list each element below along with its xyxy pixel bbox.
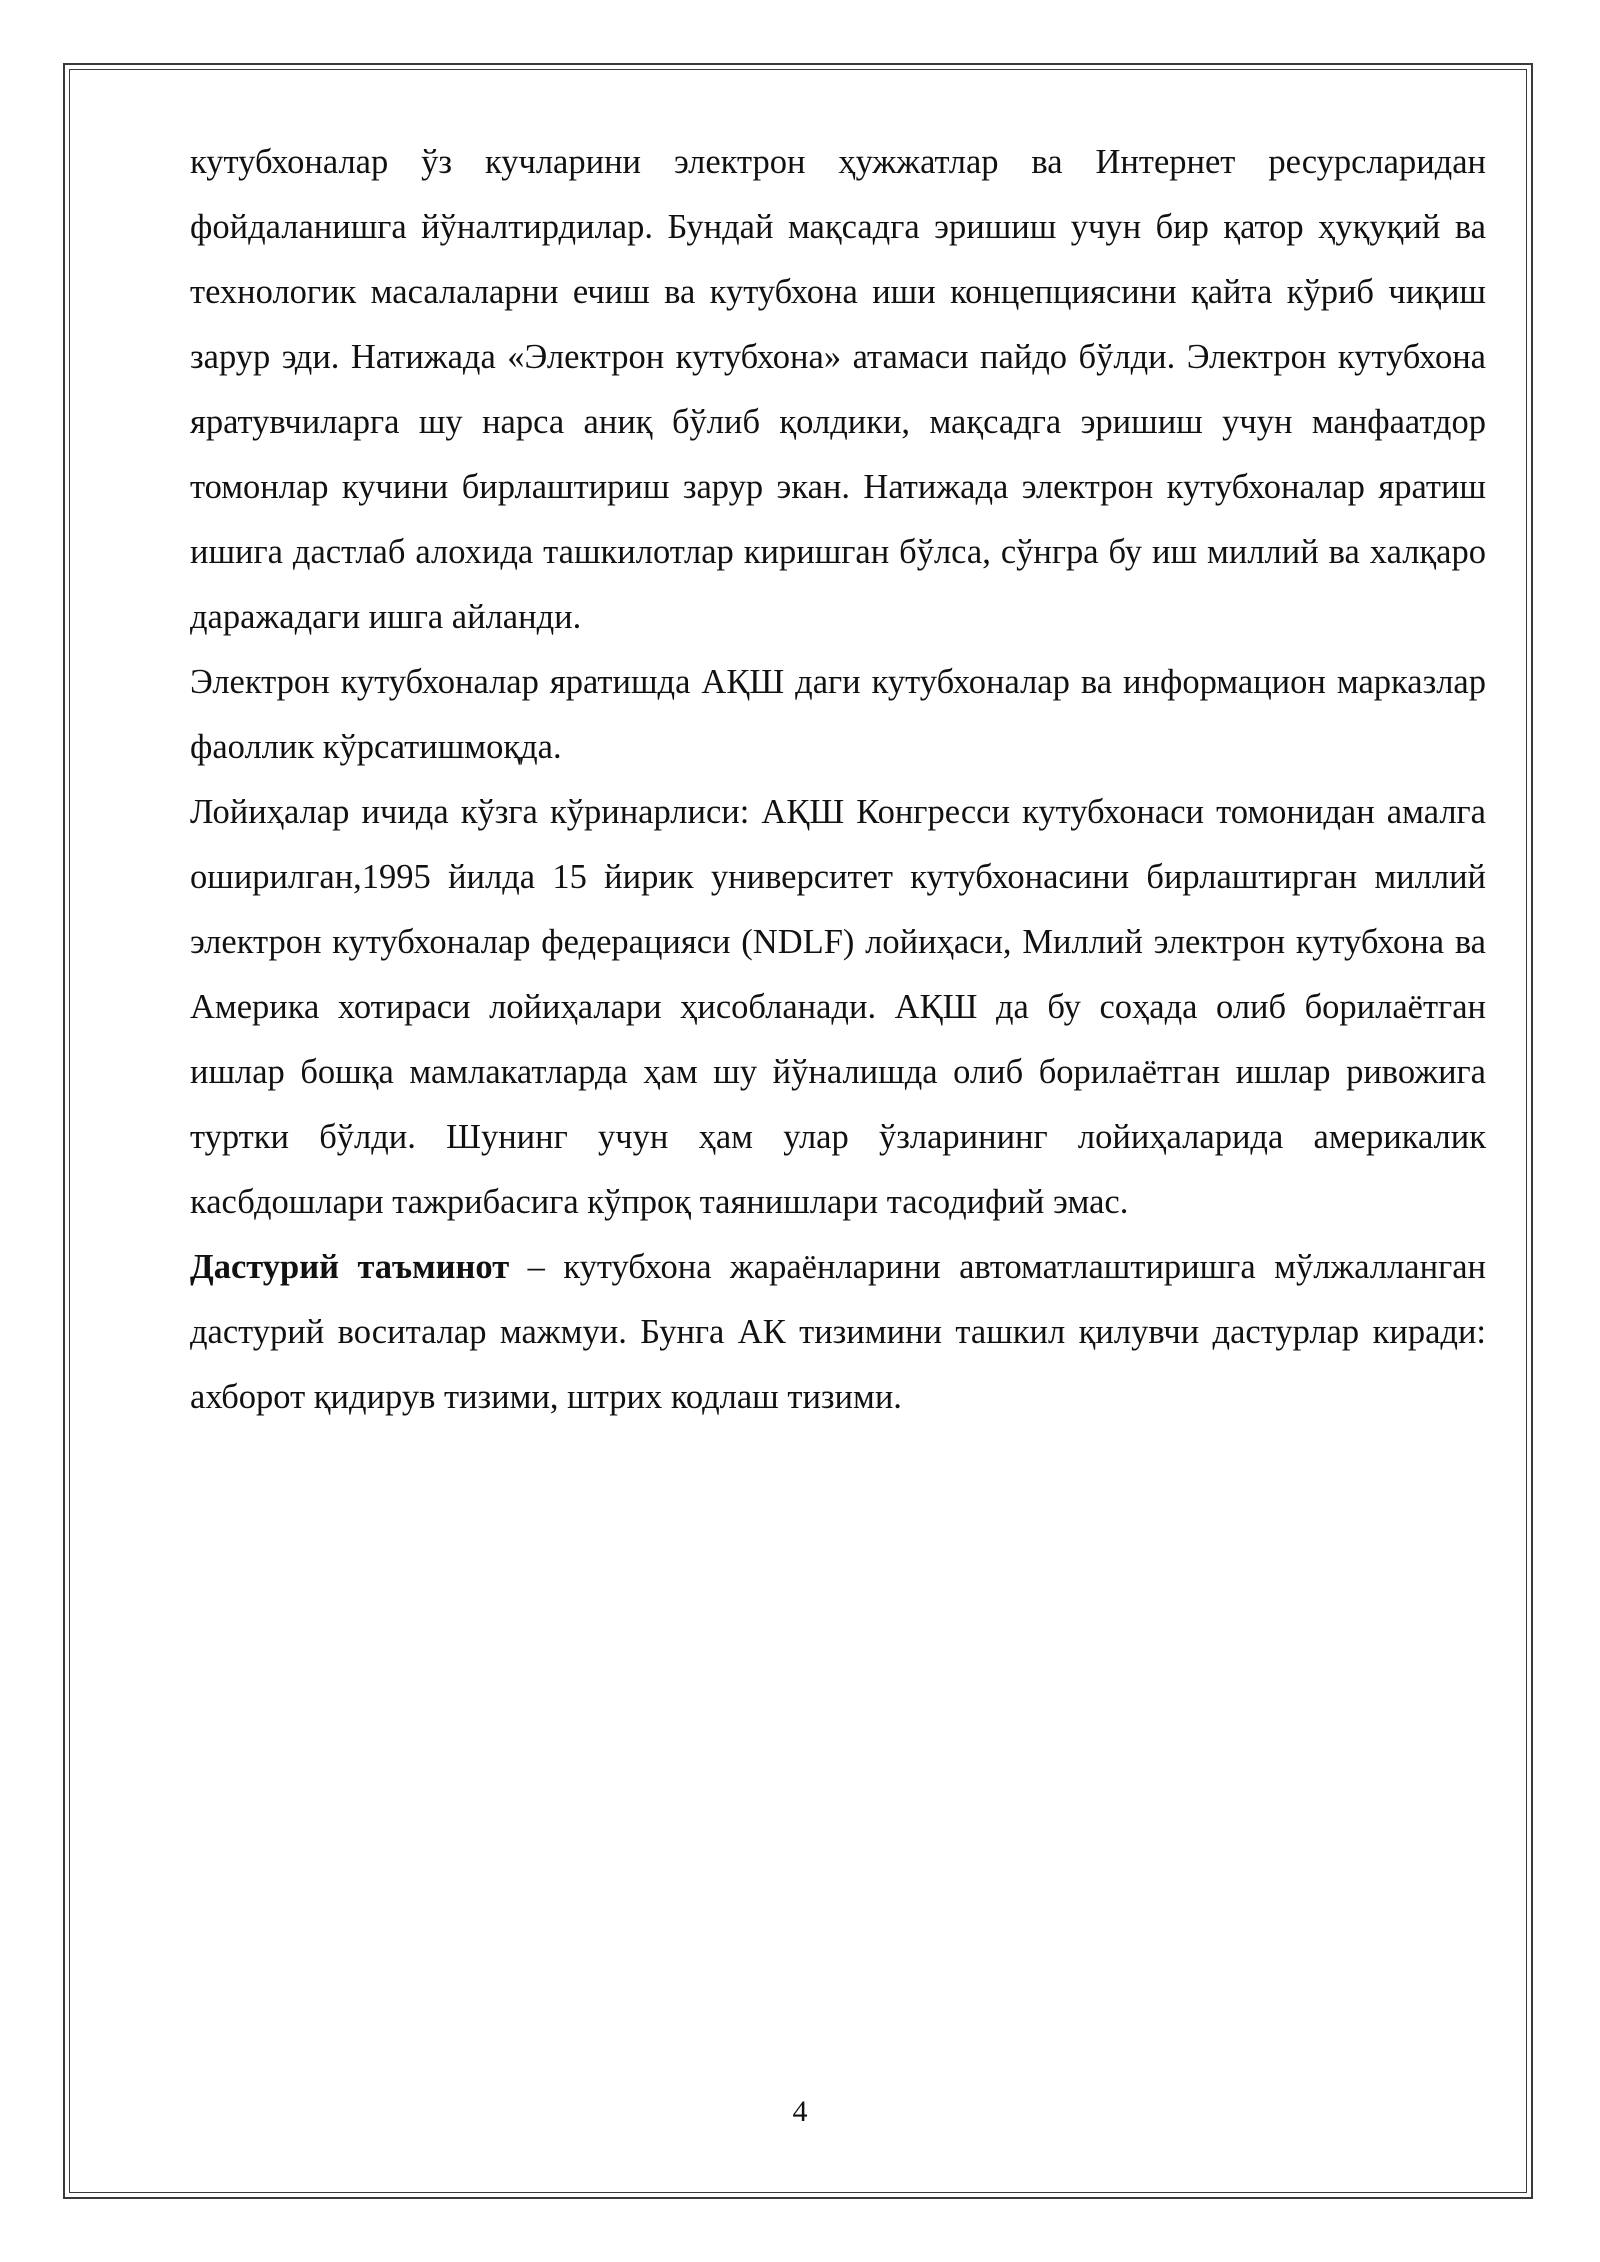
paragraph-projects: Лойиҳалар ичида кўзга кўринарлиси: АҚШ Конгресси кутубхонаси томонидан амалга оширилган,1995 йилда 15 йирик университет кутубхонасини бирлаштирган миллий электрон кутубхоналар федерацияси (NDLF) лойиҳаси, Миллий электрон кутубхона ва Америка хотираси лойиҳалари ҳисобланади. АҚШ да бу соҳада олиб борилаётган ишлар бошқа мамлакатларда ҳам шу йўналишда олиб борилаётган ишлар ривожига туртки бўлди. Шунинг учун ҳам улар ўзларининг лойиҳаларида америкалик касбдошлари тажрибасига кўпроқ таянишлари тасодифий эмас. [190,793,1486,1221]
page-number: 4 [792,2095,808,2128]
document-body [190,130,1486,1430]
term-software: Дастурий таъминот [190,1248,510,1286]
term-definition: – кутубхона жараёнларини автоматлаштиришга мўлжалланган дастурий воситалар мажмуи. Бунга АК тизимини ташкил қилувчи дастурлар киради: ахборот қидирув тизими, штрих кодлаш тизими. [190,1248,1486,1416]
paragraph-software-definition [190,1235,1486,1430]
paragraph-libraries-electronic-resources: кутубхоналар ўз кучларини электрон ҳужжатлар ва Интернет ресурсларидан фойдаланишга йўналтирдилар. Бундай мақсадга эришиш учун бир қатор ҳуқуқий ва технологик масалаларни ечиш ва кутубхона иши концепциясини қайта кўриб чиқиш зарур эди. Натижада «Электрон кутубхона» атамаси пайдо бўлди. Электрон кутубхона яратувчиларга шу нарса аниқ бўлиб қолдики, мақсадга эришиш учун манфаатдор томонлар кучини бирлаштириш зарур экан. Натижада электрон кутубхоналар яратиш ишига дастлаб алохида ташкилотлар киришган бўлса, сўнгра бу иш миллий ва халқаро даражадаги ишга айланди. [190,143,1486,636]
paragraph-usa-libraries: Электрон кутубхоналар яратишда АҚШ даги кутубхоналар ва информацион марказлар фаоллик кўрсатишмоқда. [190,663,1486,766]
